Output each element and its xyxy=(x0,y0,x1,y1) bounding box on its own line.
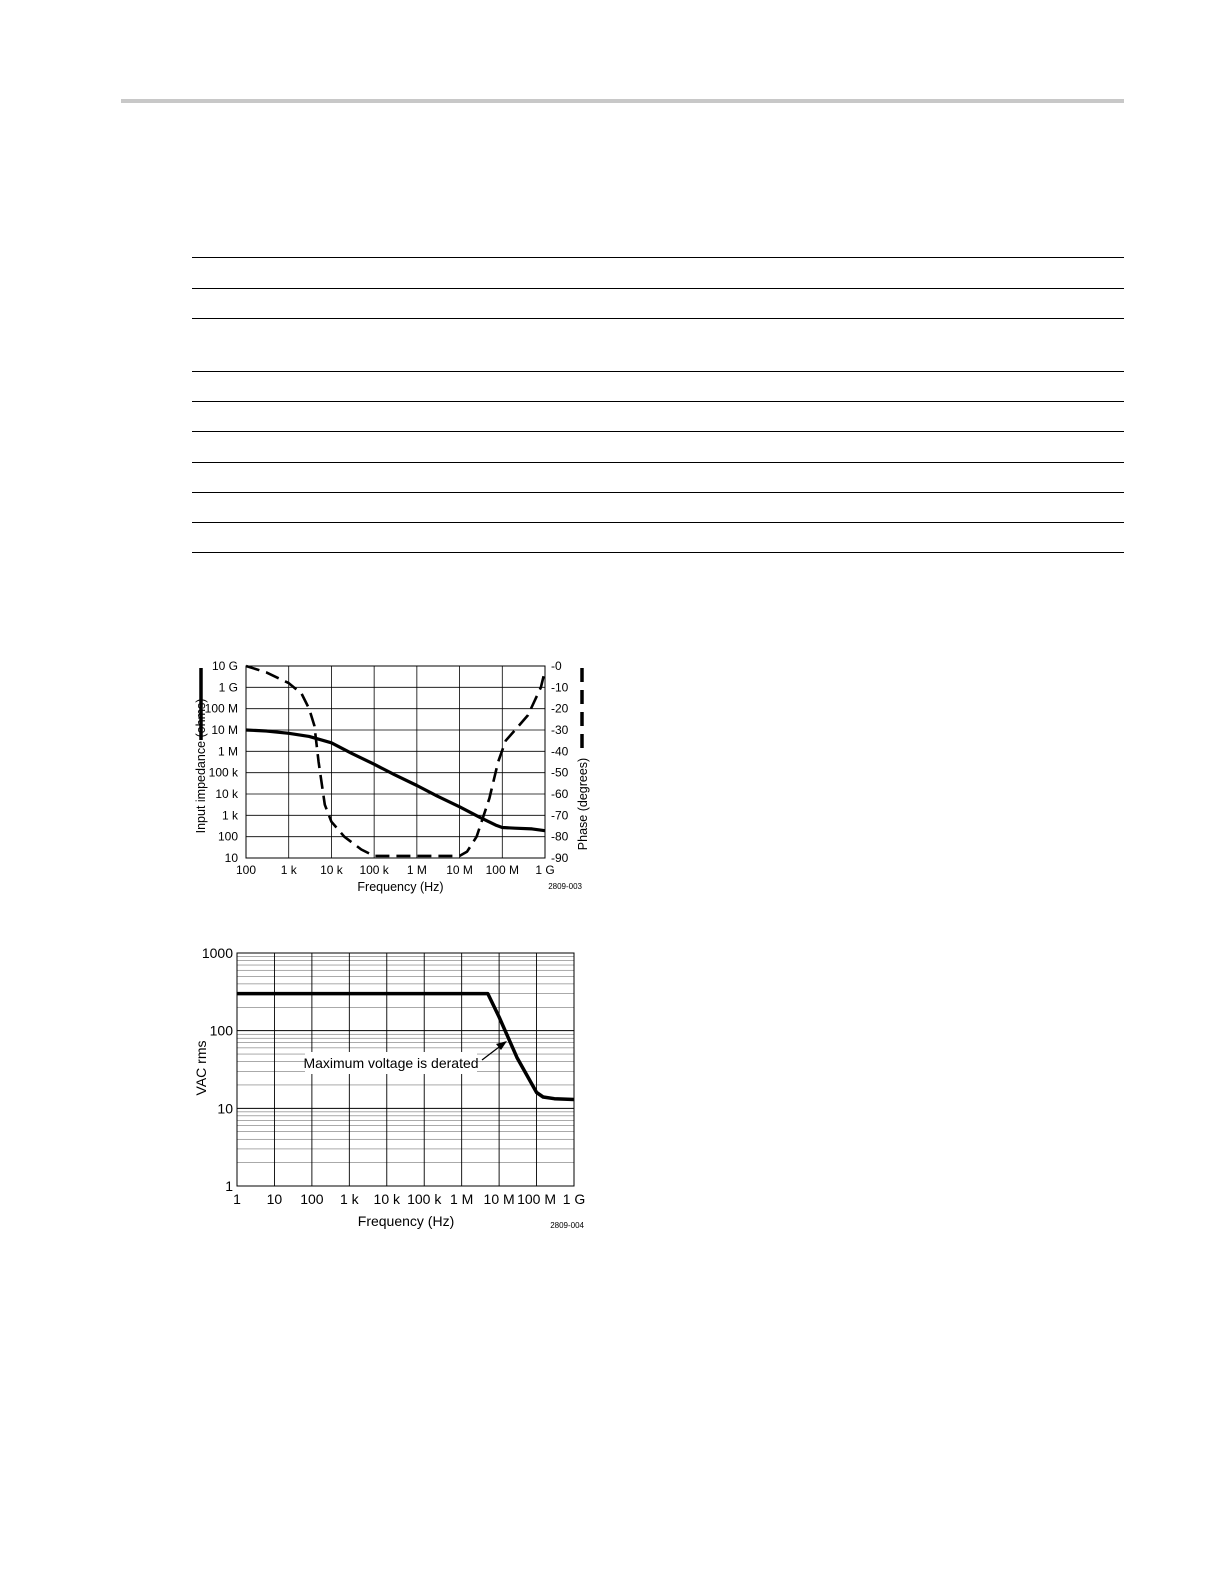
x-tick-label: 100 k xyxy=(407,1191,442,1207)
figure-id: 2809-003 xyxy=(548,882,582,891)
y-tick-label: 10 k xyxy=(215,787,238,801)
x-tick-label: 1 k xyxy=(280,863,297,877)
y2-axis-label: Phase (degrees) xyxy=(576,757,590,851)
x-tick-label: 10 xyxy=(266,1191,283,1207)
x-axis-label: Frequency (Hz) xyxy=(357,1213,455,1229)
x-tick-label: 10 k xyxy=(320,863,343,877)
annotation-text: Maximum voltage is derated xyxy=(303,1055,479,1071)
y-tick-label: 10 xyxy=(224,851,238,865)
y2-tick-label: -0 xyxy=(551,659,562,673)
x-tick-label: 100 M xyxy=(485,863,519,877)
y2-tick-label: -20 xyxy=(551,701,569,716)
y2-tick-label: -70 xyxy=(551,808,569,823)
x-tick-label: 1 M xyxy=(449,1191,474,1207)
y-axis-label: VAC rms xyxy=(193,1040,209,1096)
voltage-series-line xyxy=(237,994,574,1100)
x-tick-label: 1 M xyxy=(406,863,427,877)
y-axis-label: Input impedance (ohms) xyxy=(194,698,208,834)
x-tick-label: 100 xyxy=(300,1191,324,1207)
y-tick-label: 10 G xyxy=(211,659,238,673)
x-tick-label: 1 G xyxy=(535,863,555,877)
x-tick-label: 100 xyxy=(235,863,257,877)
y-tick-label: 1 G xyxy=(218,680,238,695)
y2-tick-label: -90 xyxy=(551,851,569,865)
x-axis-label: Frequency (Hz) xyxy=(357,880,444,894)
y-tick-label: 100 xyxy=(217,829,238,844)
y-tick-label: 100 xyxy=(209,1022,233,1039)
y-tick-label: 10 M xyxy=(211,723,238,737)
y2-tick-label: -30 xyxy=(551,723,569,737)
figure-id: 2809-004 xyxy=(550,1221,584,1230)
y2-tick-label: -10 xyxy=(551,680,569,695)
y-tick-label: 1 M xyxy=(217,744,238,759)
y2-tick-label: -80 xyxy=(551,829,569,844)
y2-tick-label: -40 xyxy=(551,744,569,759)
y-tick-label: 1 k xyxy=(221,808,238,823)
y-tick-label: 1 xyxy=(225,1178,233,1194)
y-tick-label: 100 M xyxy=(204,701,238,716)
y2-tick-label: -60 xyxy=(551,787,569,801)
y2-tick-label: -50 xyxy=(551,765,569,780)
x-tick-label: 1 xyxy=(233,1191,241,1207)
x-tick-label: 1 G xyxy=(562,1191,586,1207)
x-tick-label: 100 k xyxy=(359,863,389,877)
y-tick-label: 100 k xyxy=(208,765,238,780)
x-tick-label: 100 M xyxy=(517,1191,557,1207)
y-tick-label: 1000 xyxy=(201,945,233,961)
y-tick-label: 10 xyxy=(217,1100,233,1117)
x-tick-label: 1 k xyxy=(339,1191,359,1207)
x-tick-label: 10 M xyxy=(483,1191,515,1207)
x-tick-label: 10 k xyxy=(373,1191,401,1207)
x-tick-label: 10 M xyxy=(446,863,473,877)
